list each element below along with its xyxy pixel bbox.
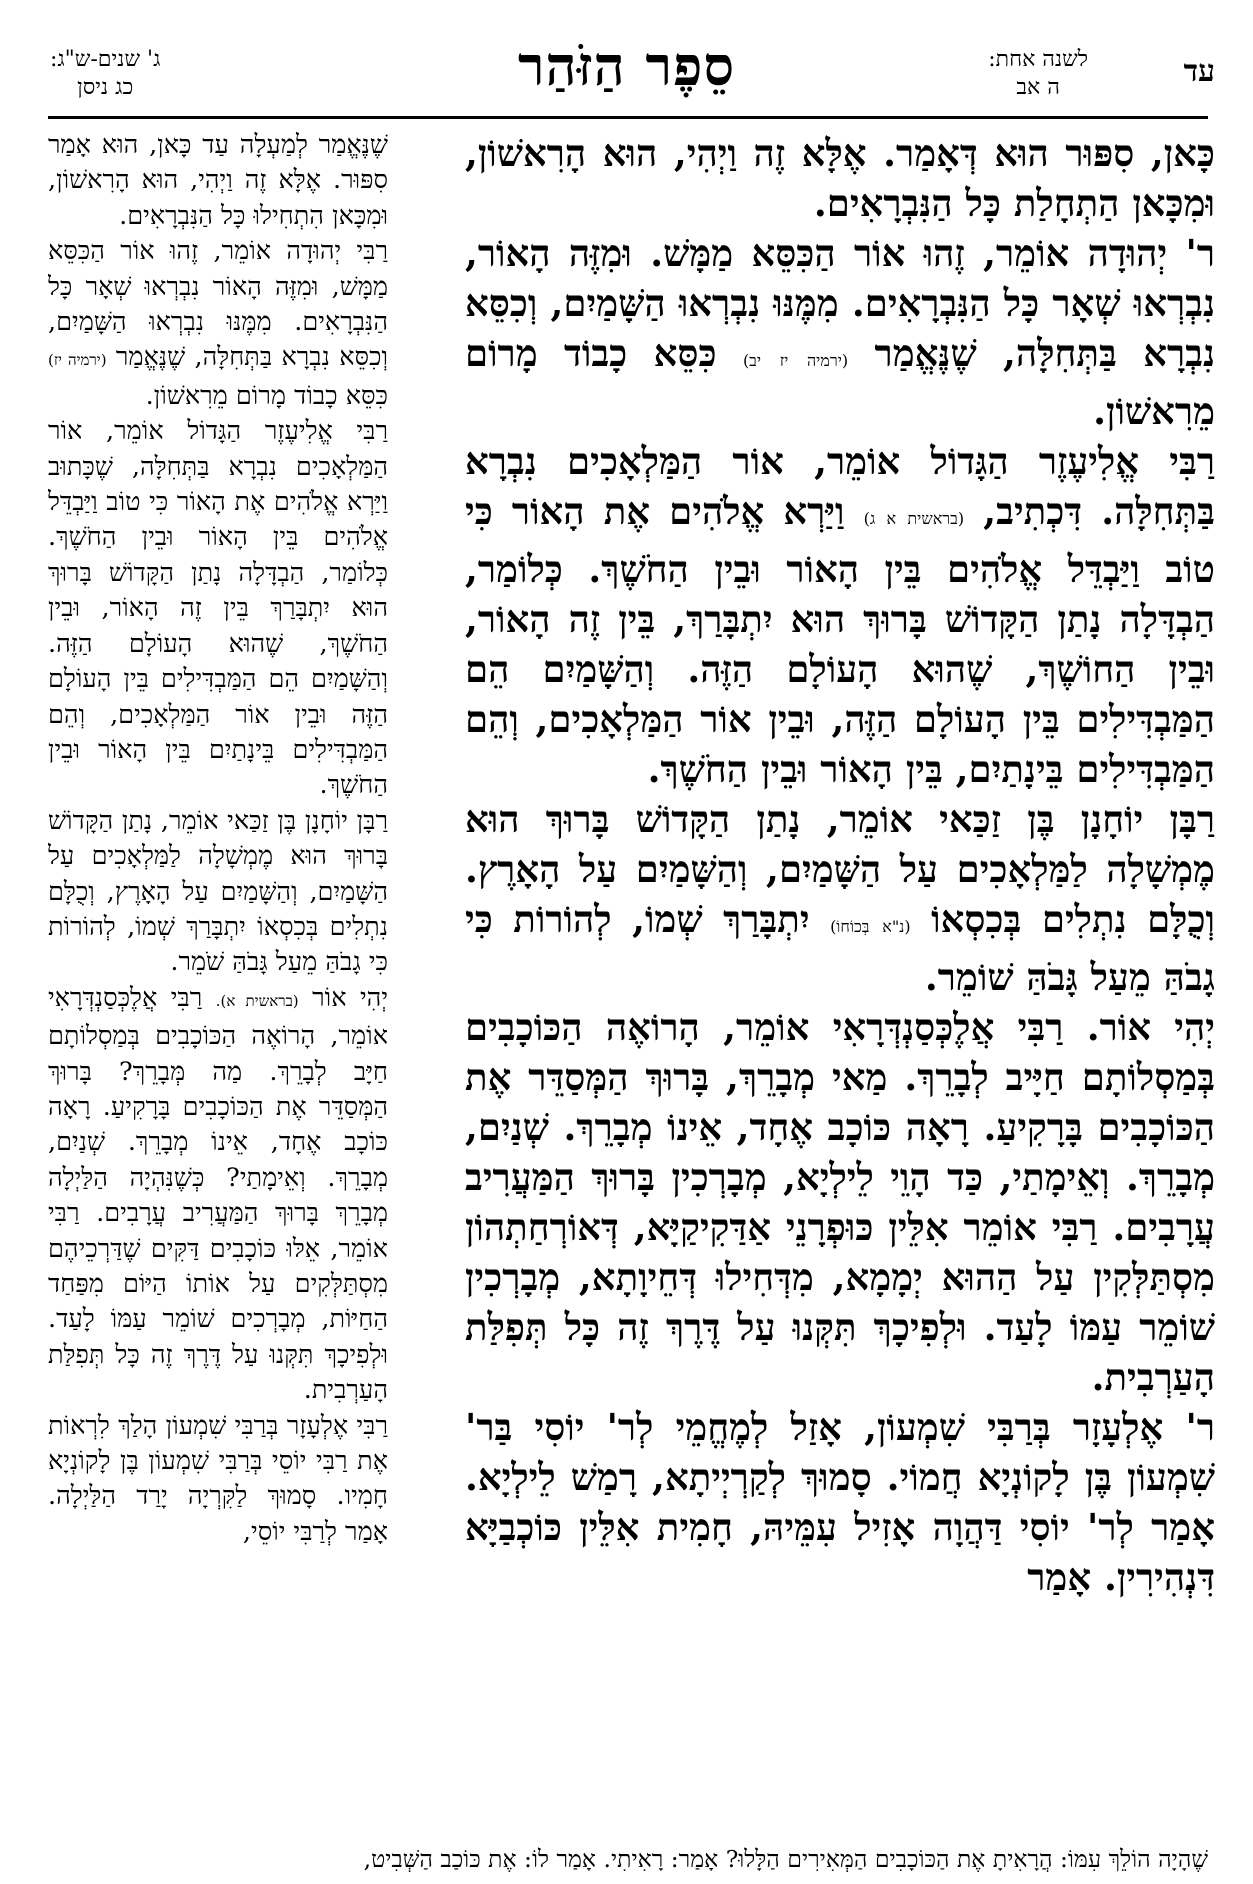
header-rule	[48, 116, 1208, 119]
schedule-date: כג ניסן	[77, 75, 134, 100]
reading-schedule-three-years	[50, 46, 160, 102]
paragraph	[465, 436, 1215, 794]
paragraph: רַבִּי אֶלְעָזָר בְּרַבִּי שִׁמְעוֹן הָלַךְ לִרְאוֹת אֶת רַבִּי יוֹסֵי בְּרַבִּי שִׁמְעוֹן בֶּן לָקוֹנְיָא חָמִיו. סָמוּךְ לַקִּרְיָה יָרַד הַלַּיְלָה. אָמַר לְרַבִּי יוֹסֵי,	[48, 1410, 388, 1547]
paragraph-text: יִתְבָּרַךְ שְׁמוֹ, לְהוֹרוֹת כִּי גָבֹהַּ מֵעַל גָּבֹהַּ שׁוֹמֵר.	[465, 897, 1215, 999]
page-number: עד	[1183, 54, 1215, 89]
paragraph: רַבָּן יוֹחָנָן בֶּן זַכַּאי אוֹמֵר, נָתַן הַקָּדוֹשׁ בָּרוּךְ הוּא מֶמְשָׁלָה לַמַּלְאָכִים עַל הַשָּׁמַיִם, וְהַשָּׁמַיִם עַל הָאָרֶץ, וְכֻלָּם נִתְלִים בְּכִסְאוֹ יִתְבָּרַךְ שְׁמוֹ, לְהוֹרוֹת כִּי גָבֹהַּ מֵעַל גָּבֹהַּ שֹׁמֵר.	[48, 805, 388, 978]
paragraph-text: רַבִּי אֱלִיעֶזֶר הַגָּדוֹל אוֹמֵר, אוֹר הַמַּלְאָכִים נִבְרָא בַּתְּחִלָּה. דִּכְתִיב,	[465, 439, 1215, 533]
paragraph	[465, 794, 1215, 1002]
paragraph	[465, 228, 1215, 436]
source-citation: (בראשית א ג)	[863, 509, 965, 528]
paragraph-text: רַבִּי יְהוּדָה אוֹמֵר, זֶהוּ אוֹר הַכִּסֵּא מַמָּשׁ, וּמִזֶּה הָאוֹר נִבְרְאוּ שְׁאָר כָּל הַנִּבְרָאִים. מִמֶּנּוּ נִבְרְאוּ הַשָּׁמַיִם, וְכִסֵּא נִבְרָא בַּתְּחִלָּה, שֶׁנֶּאֱמַר	[48, 236, 388, 373]
paragraph: רַבִּי אֱלִיעֶזֶר הַגָּדוֹל אוֹמֵר, אוֹר הַמַּלְאָכִים נִבְרָא בַּתְּחִלָּה, שֶׁכָּתוּב וַיַּרְא אֱלֹהִים אֶת הָאוֹר כִּי טוֹב וַיַּבְדֵּל אֱלֹהִים בֵּין הָאוֹר וּבֵין הַחֹשֶׁךְ. כְּלוֹמַר, הַבְדָּלָה נָתַן הַקָּדוֹשׁ בָּרוּךְ הוּא יִתְבָּרַךְ בֵּין זֶה הָאוֹר, וּבֵין הַחֹשֶׁךְ, שֶׁהוּא הָעוֹלָם הַזֶּה. וְהַשָּׁמַיִם הֵם הַמַּבְדִּילִים בֵּין הָעוֹלָם הַזֶּה וּבֵין אוֹר הַמַּלְאָכִים, וְהֵם הַמַּבְדִּילִים בֵּינָתַיִם בֵּין הָאוֹר וּבֵין הַחֹשֶׁךְ.	[48, 416, 388, 801]
paragraph: שֶׁנֶּאֱמַר לְמַעְלָה עַד כָּאן, הוּא אָמַר סִפּוּר. אֶלָּא זֶה וַיְהִי, הוּא הָרִאשׁוֹן, וּמִכָּאן הִתְחִילוּ כָּל הַנִּבְרָאִים.	[48, 130, 388, 231]
paragraph: כָּאן, סִפּוּר הוּא דְּאָמַר. אֶלָּא זֶה וַיְהִי, הוּא הָרִאשׁוֹן, וּמִכָּאן הַתְחָלַת כָּל הַנִּבְרָאִים.	[465, 131, 1215, 225]
paragraph-text: רַבָּן יוֹחָנָן בֶּן זַכַּאי אוֹמֵר, נָתַן הַקָּדוֹשׁ בָּרוּךְ הוּא מֶמְשָׁלָה לַמַּלְאָכִים עַל הַשָּׁמַיִם, וְהַשָּׁמַיִם עַל הָאָרֶץ. וְכֻלָּם נִתְלִים בְּכִסְאוֹ	[465, 797, 1215, 941]
paragraph-text: וַיַּרְא אֱלֹהִים אֶת הָאוֹר כִּי טוֹב וַיַּבְדֵּל אֱלֹהִים בֵּין הָאוֹר וּבֵין הַחֹשֶׁךְ. כְּלוֹמַר, הַבְדָּלָה נָתַן הַקָּדוֹשׁ בָּרוּךְ הוּא יִתְבָּרַךְ, בֵּין זֶה הָאוֹר, וּבֵין הַחוֹשֶׁךְ, שֶׁהוּא הָעוֹלָם הַזֶּה. וְהַשָּׁמַיִם הֵם הַמַּבְדִּילִים בֵּין הָעוֹלָם הַזֶּה, וּבֵין אוֹר הַמַּלְאָכִים, וְהֵם הַמַּבְדִּילִים בֵּינָתַיִם, בֵּין הָאוֹר וּבֵין הַחֹשֶׁךְ.	[465, 489, 1215, 791]
source-citation: (ירמיה יז)	[48, 351, 107, 370]
source-citation: (בראשית א).	[215, 991, 299, 1010]
paragraph-text: רַבִּי אֲלֶכְּסַנְדְּרָאִי אוֹמֵר, הָרוֹאֶה הַכּוֹכָבִים בְּמַסְלוֹתָם חַיָּב לְבָרֵךְ. מַה מְּבָרֵךְ? בָּרוּךְ הַמְּסַדֵּר אֶת הַכּוֹכָבִים בָּרָקִיעַ. רָאָה כּוֹכָב אֶחָד, אֵינוֹ מְבָרֵךְ. שְׁנַיִם, מְבָרֵךְ. וְאֵימָתַי? כְּשֶׁנִּהְיָה הַלַּיְלָה מְבָרֵךְ בָּרוּךְ הַמַּעֲרִיב עֲרָבִים. רַבִּי אוֹמֵר, אֵלּוּ כּוֹכָבִים דַּקִּים שֶׁדַּרְכֵיהֶם מִסְתַּלְּקִים עַל אוֹתוֹ הַיּוֹם מִפַּחַד הַחַיּוֹת, מְבָרְכִים שׁוֹמֵר עַמּוֹ לָעַד. וּלְפִיכָךְ תִּקְּנוּ עַל דֶּרֶךְ זֶה כָּל תְּפִלַּת הָעַרְבִית.	[48, 982, 388, 1406]
page-header	[0, 28, 1253, 118]
paragraph-text: יְהִי אוֹר	[312, 982, 388, 1013]
schedule-label: ג' שנים-ש"ג:	[50, 47, 161, 72]
source-citation: (נ"א בְּכוֹחוֹ)	[830, 917, 911, 936]
paragraph: יְהִי אוֹר. רַבִּי אֲלֶכְּסַנְדְּרָאִי אוֹמֵר, הָרוֹאֶה הַכּוֹכָבִים בְּמַסְלוֹתָם חַיָּיב לְבָרֵךְ. מַאי מְבָרֵךְ, בָּרוּךְ הַמְּסַדֵּר אֶת הַכּוֹכָבִים בָּרָקִיעַ. רָאָה כּוֹכָב אֶחָד, אֵינוֹ מְבָרֵךְ. שְׁנַיִם, מְבָרֵךְ. וְאֵימָתַי, כַּד הָוֵי לֵילְיָא, מְבָרְכִין בָּרוּךְ הַמַּעֲרִיב עֲרָבִים. רַבִּי אוֹמֵר אִלֵּין כּוּפְרָנֵי אַדַּקִיקַיָּא, דְּאוֹרְחַתְהוֹן מִסְתַּלְּקִין עַל הַהוּא יְמָמָא, מִדְּחִילוּ דְּחֵיוָתָא, מְבָרְכִין שׁוֹמֵר עַמּוֹ לָעַד. וּלְפִיכָךְ תִּקְּנוּ עַל דֶּרֶךְ זֶה כָּל תְּפִלַּת הָעַרְבִית.	[465, 1005, 1215, 1399]
paragraph	[48, 981, 388, 1409]
footer-continuation-line: שֶׁהָיָה הוֹלֵךְ עִמּוֹ: הֲרָאִיתָ אֶת הַכּוֹכָבִים הַמְּאִירִים הַלָּלוּ? אָמַר: רָאִיתִי. אָמַר לוֹ: אֶת כּוֹכַב הַשְּׁבִיט,	[363, 1845, 1208, 1873]
source-citation: (ירמיה יז יב)	[742, 351, 849, 370]
paragraph	[48, 234, 388, 414]
schedule-date: ה אב	[1016, 75, 1060, 100]
translation-column	[48, 128, 388, 1828]
paragraph: ר' אֶלְעָזָר בְּרַבִּי שִׁמְעוֹן, אָזַל לְמֶחֱמֵי לְר' יוֹסִי בַּר' שִׁמְעוֹן בֶּן לָקוֹנְיָא חֲמוֹי. סָמוּךְ לְקַרְיְיתָא, רָמַשׁ לֵילְיָא. אָמַר לְר' יוֹסִי דַּהֲוָה אָזִיל עִמֵּיהּ, חָמִית אִלֵּין כּוֹכְבַיָּא דִּנְהִירִין. אָמַר	[465, 1405, 1215, 1599]
paragraph-text: ר' יְהוּדָה אוֹמֵר, זֶהוּ אוֹר הַכִּסֵּא מַמָּשׁ. וּמִזֶּה הָאוֹר, נִבְרְאוּ שְׁאָר כָּל הַנִּבְרָאִים. מִמֶּנּוּ נִבְרְאוּ הַשָּׁמַיִם, וְכִסֵּא נִבְרָא בַּתְּחִלָּה, שֶׁנֶּאֱמַר	[465, 231, 1215, 375]
main-text-column	[465, 128, 1215, 1828]
paragraph-text: כִּסֵּא כָבוֹד מָרוֹם מֵרִאשׁוֹן.	[145, 380, 388, 411]
paragraph-text: כִּסֵּא כָבוֹד מָרוֹם מֵרִאשׁוֹן.	[465, 331, 1215, 433]
schedule-label: לשנה אחת:	[988, 47, 1088, 72]
book-title: סֵפֶר הַזֹּהַר	[517, 34, 736, 98]
